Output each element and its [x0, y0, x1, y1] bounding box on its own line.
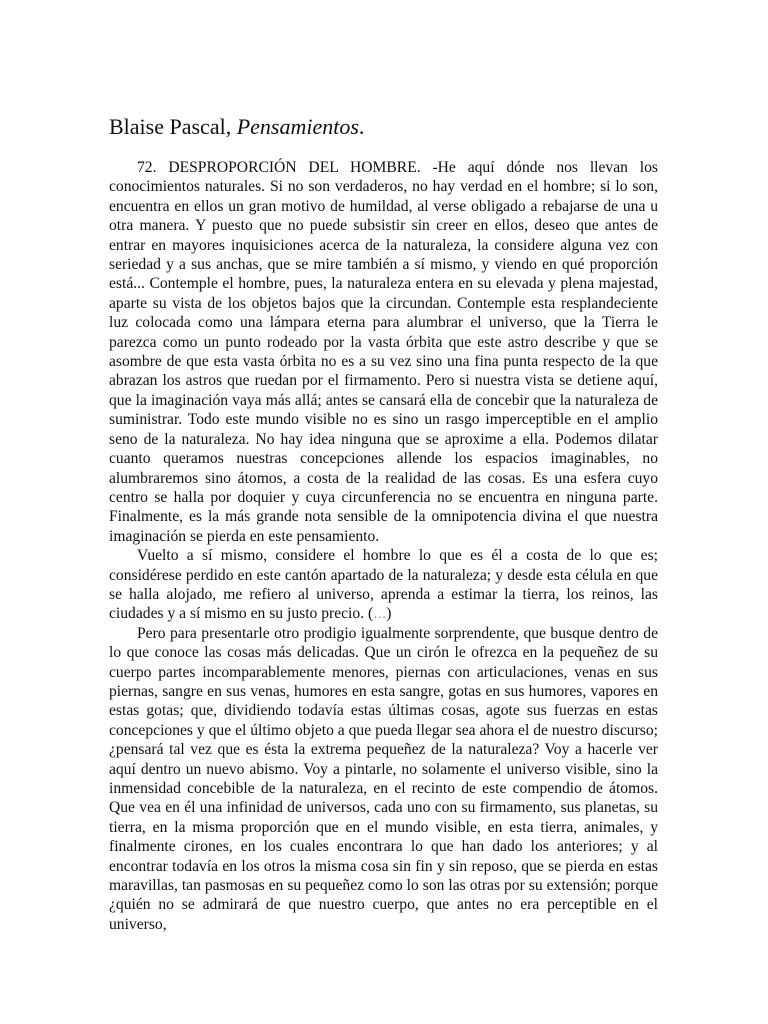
ellipsis-mark: …	[373, 606, 387, 622]
work-title: Pensamientos	[236, 114, 359, 139]
document-page	[109, 110, 658, 934]
paragraph-close-paren: )	[386, 605, 392, 623]
paragraph-text: Pero para presentarle otro prodigio igualmente sorprendente, que busque dentro de lo que conoce las cosas más delicadas. Que un cirón le ofrezca en la pequeñez de su cuerpo partes incomparablemente menores, piernas con articulaciones, venas en sus piernas, sangre en sus venas, humores en esta sangre, gotas en sus humores, vapores en estas gotas; que, dividiendo todavía estas últimas cosas, agote sus fuerzas en estas concepciones y que el último objeto a que pueda llegar sea ahora el de nuestro discurso; ¿pensará tal vez que es ésta la extrema pequeñez de la naturaleza? Voy a hacerle ver aquí dentro un nuevo abismo. Voy a pintarle, no solamente el universo visible, sino la inmensidad concebible de la naturaleza, en el recinto de este compendio de átomos. Que vea en él una infinidad de universos, cada uno con su firmamento, sus planetas, su tierra, en la misma proporción que en el mundo visible, en esta tierra, animales, y finalmente cirones, en los cuales encontrara lo que han dado los anteriores; y al encontrar todavía en los otros la misma cosa sin fin y sin reposo, que se pierda en estas maravillas, tan pasmosas en su pequeñez como lo son las otras por su extensión; porque ¿quién no se admirará de que nuestro cuerpo, que antes no era perceptible en el universo,	[109, 624, 658, 933]
paragraph-prodigio	[109, 624, 658, 935]
author-name: Blaise Pascal,	[109, 114, 232, 139]
paragraph-text: Vuelto a sí mismo, considere el hombre lo que es él a costa de lo que es; considérese perdido en este cantón apartado de la naturaleza; y desde esta célula en que se halla alojado, me refiero al universo, aprenda a estimar la tierra, los reinos, las ciudades y a sí mismo en su justo precio. (	[109, 547, 658, 623]
paragraph-text: 72. DESPROPORCIÓN DEL HOMBRE. -He aquí dónde nos llevan los conocimientos naturales. Si no son verdaderos, no hay verdad en el hombre; si lo son, encuentra en ellos un gran motivo de humildad, al verse obligado a rebajarse de una u otra manera. Y puesto que no puede subsistir sin creer en ellos, deseo que antes de entrar en mayores inquisiciones acerca de la naturaleza, la considere alguna vez con seriedad y a sus anchas, que se mire también a sí mismo, y viendo en qué proporción está... Contemple el hombre, pues, la naturaleza entera en su elevada y plena majestad, aparte su vista de los objetos bajos que la circundan. Contemple esta resplandeciente luz colocada como una lámpara eterna para alumbrar el universo, que la Tierra le parezca como un punto rodeado por la vasta órbita que este astro describe y que se asombre de que esta vasta órbita no es a su vez sino una fina punta respecto de la que abrazan los astros que ruedan por el firmamento. Pero si nuestra vista se detiene aquí, que la imaginación vaya más allá; antes se cansará ella de concebir que la naturaleza de suministrar. Todo este mundo visible no es sino un rasgo imperceptible en el amplio seno de la naturaleza. No hay idea ninguna que se aproxime a ella. Podemos dilatar cuanto queramos nuestras concepciones allende los espacios imaginables, no alumbraremos sino átomos, a costa de la realidad de las cosas. Es una esfera cuyo centro se halla por doquier y cuya circunferencia no se encuentra en ninguna parte. Finalmente, es la más grande nota sensible de la omnipotencia divina el que nuestra imaginación se pierda en este pensamiento.	[109, 159, 658, 545]
paragraph-vuelto	[109, 546, 658, 624]
document-title	[109, 110, 658, 144]
title-period: .	[358, 114, 365, 139]
paragraph-desproporcion	[109, 158, 658, 546]
